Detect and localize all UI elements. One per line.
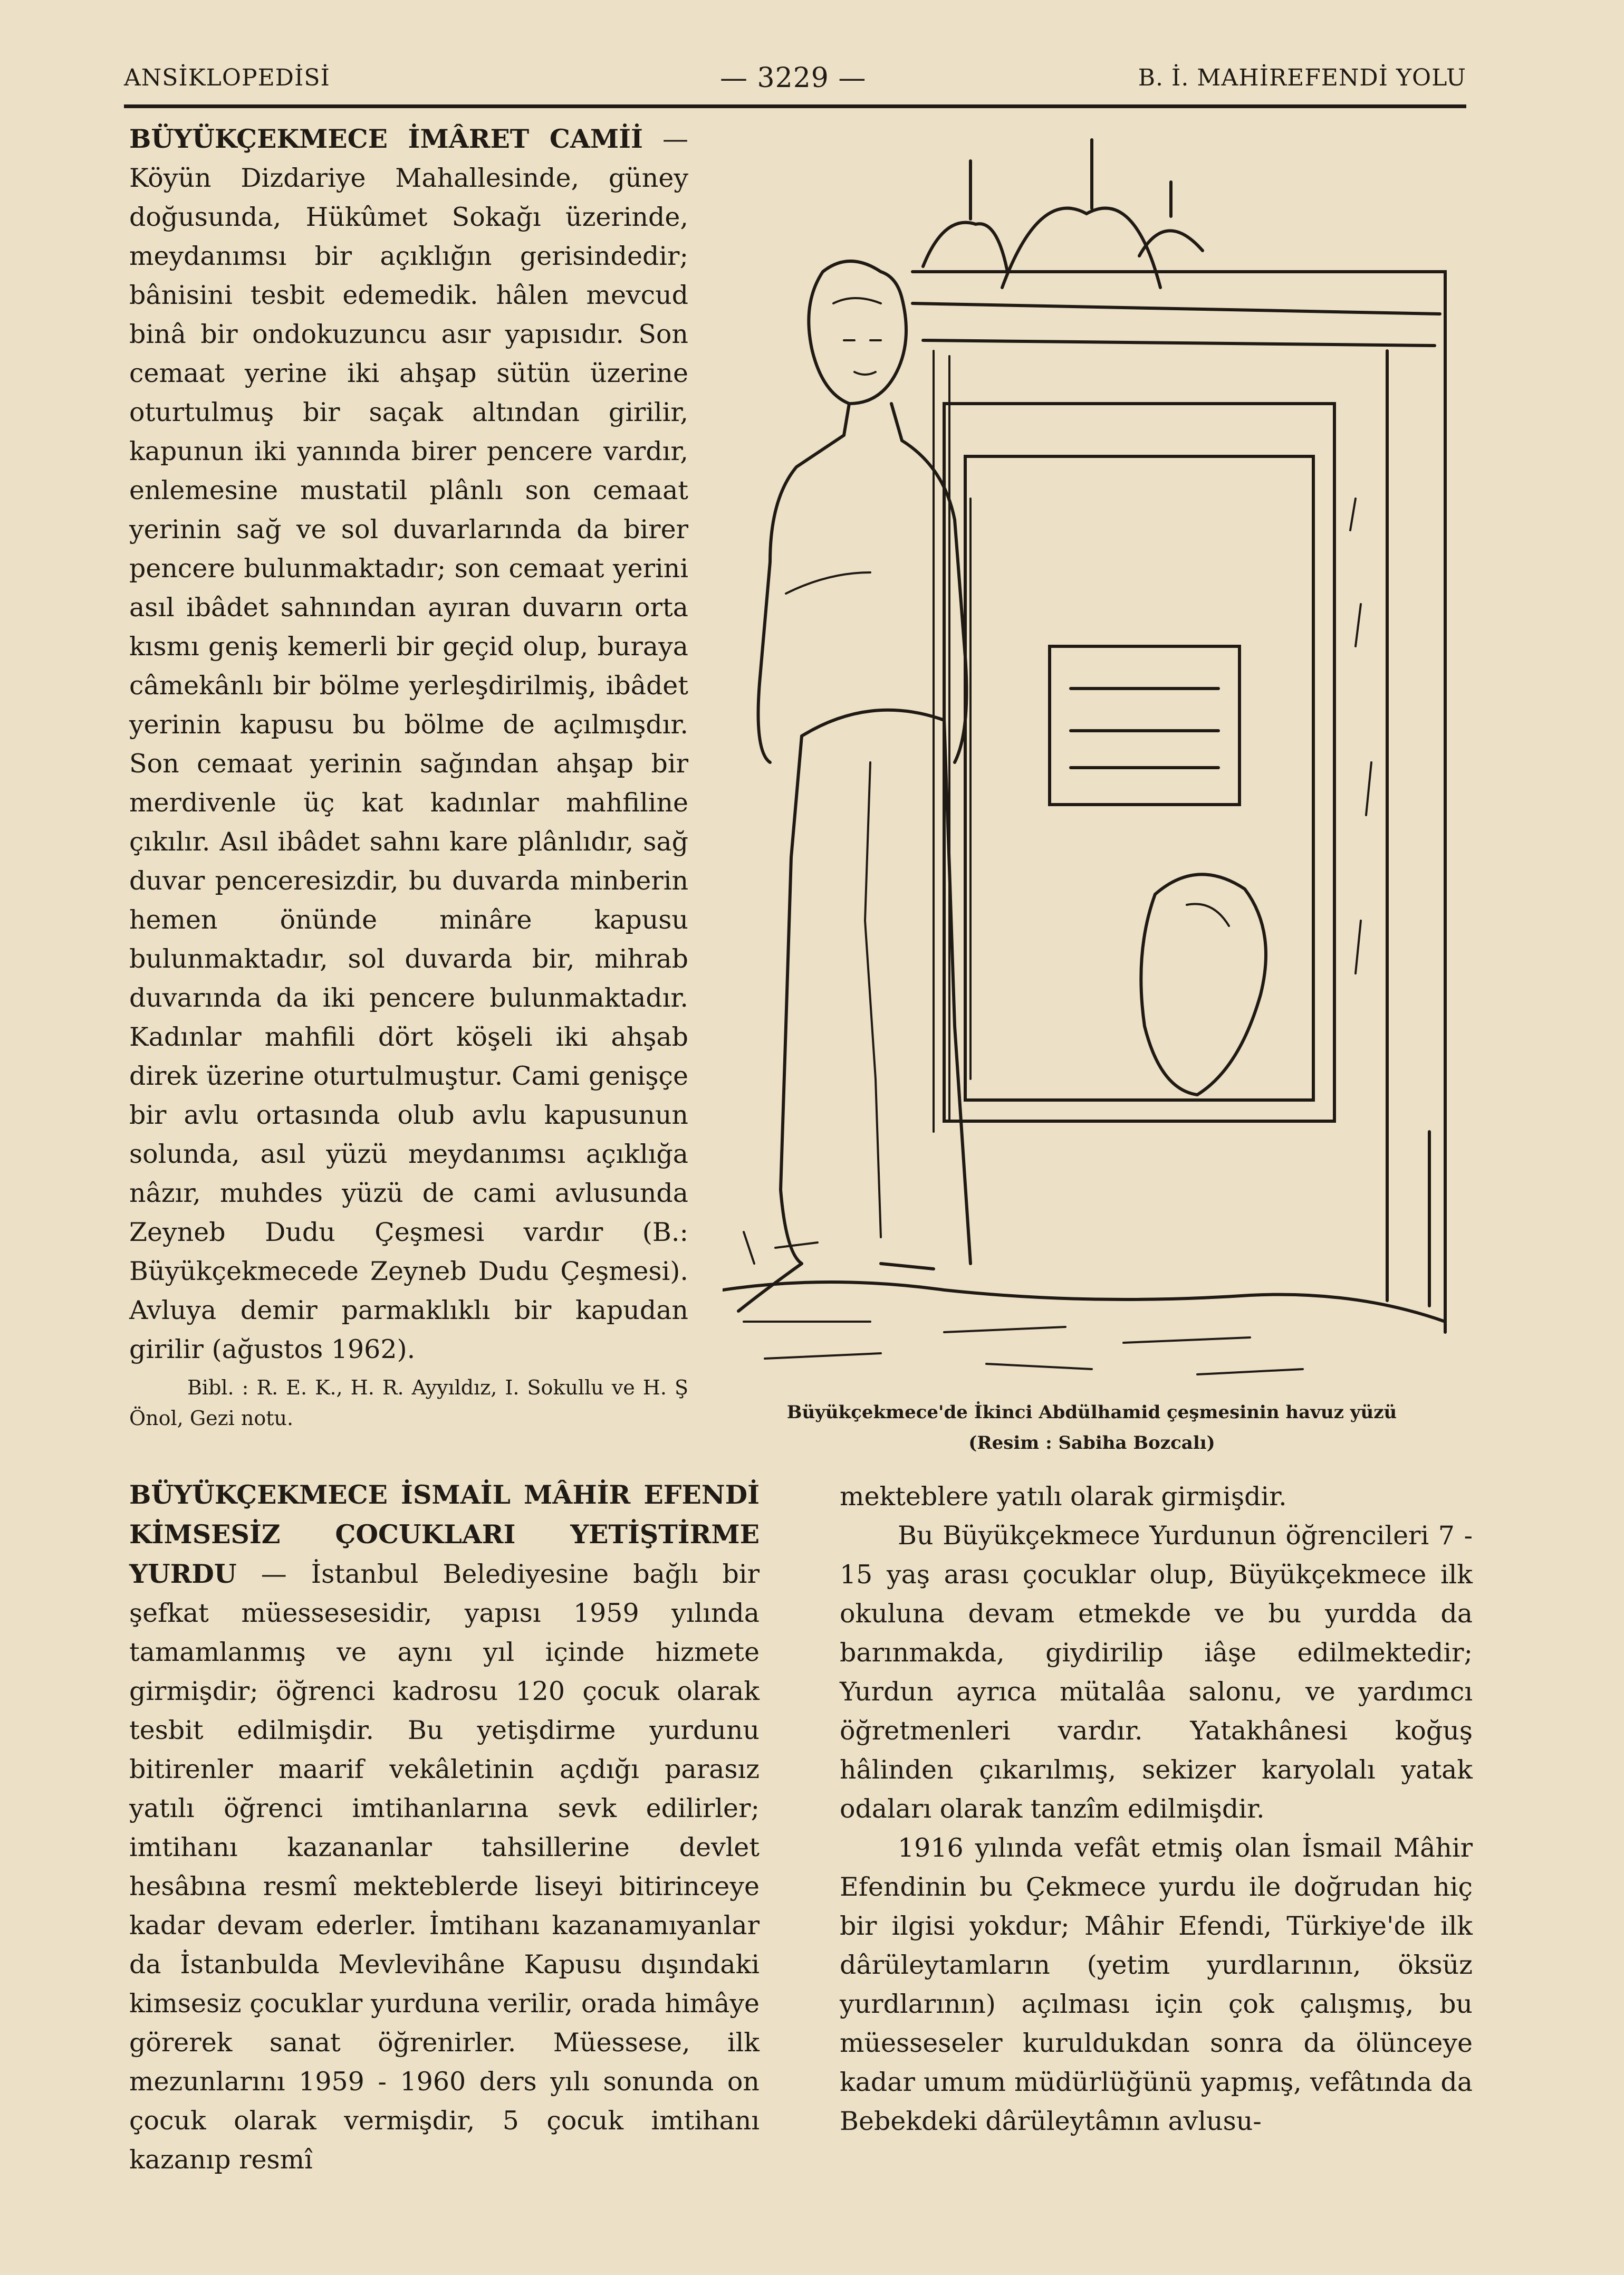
header-encyclopedia-title: ANSİKLOPEDİSİ (124, 64, 330, 91)
fountain-illustration (723, 129, 1450, 1390)
article-yetistirme-yurdu (129, 1475, 760, 2180)
caption-credit: (Resim : Sabiha Bozcalı) (968, 1432, 1215, 1454)
paragraph-mahir-efendi: 1916 yılında vefât etmiş olan İsmail Mâhir Efendinin bu Çekmece yurdu ile doğrudan hiç bir ilgisi yokdur; Mâhir Efendi, Türkiye'de ilk dârüleytamların (yetim yurdlarının, öksüz yurdlarının) açılması için çok çalışmış, bu müesseseler kuruldukdan sonra da ölünceye kadar umum müdürlüğünü yapmış, vefâtında da Bebekdeki dârüleytâmın avlusu- (840, 1833, 1473, 2136)
article-imaret-camii (129, 119, 688, 1433)
article-body: — İstanbul Belediyesine bağlı bir şefkat müessesesidir, yapısı 1959 yılında tamamlanmış ve aynı yıl içinde hizmete girmişdir; öğrenci kadrosu 120 çocuk olarak tesbit edilmişdir. Bu yetişdirme yurdunu bitirenler maarif vekâletinin açdığı parasız yatılı öğrenci imtihanlarına sevk edilirler; imtihanı kazananlar tahsillerine devlet hesâbına resmî mekteblerde liseyi bitirinceye kadar devam ederler. İmtihanı kazanamıyanlar da İstanbulda Mevlevihâne Kapusu dışındaki kimsesiz çocuklar yurduna verilir, orada himâye görerek sanat öğrenirler. Müessese, ilk mezunlarını 1959 - 1960 ders yılı sonunda on çocuk olarak vermişdir, 5 çocuk imtihanı kazanıp resmî (129, 1559, 760, 2175)
article-yetistirme-yurdu-continued (840, 1477, 1473, 2141)
continuation-line: mekteblere yatılı olarak girmişdir. (840, 1481, 1287, 1512)
sketch-drawing (723, 129, 1450, 1390)
article-heading: BÜYÜKÇEKMECE İMÂRET CAMİİ (129, 123, 643, 154)
paragraph-students: Bu Büyükçekmece Yurdunun öğrencileri 7 - 15 yaş arası çocuklar olup, Büyükçekmece ilk okuluna devam etmekde ve bu yurdda da barınmakda, giydirilip iâşe edilmektedir; Yurdun ayrıca mütalâa salonu, ve yardımcı öğretmenleri vardır. Yatakhânesi koğuş hâlinden çıkarılmış, sekizer karyolalı yatak odaları olarak tanzîm edilmişdir. (840, 1521, 1473, 1824)
bibliography: Bibl. : R. E. K., H. R. Ayyıldız, I. Sokullu ve H. Ş Önol, Gezi notu. (129, 1376, 688, 1430)
page-header (124, 62, 1466, 104)
figure-caption (723, 1397, 1461, 1458)
article-body: — Köyün Dizdariye Mahallesinde, güney doğusunda, Hükûmet Sokağı üzerinde, meydanımsı bir açıklığın gerisindedir; bânisini tesbit edemedik. hâlen mevcud binâ bir ondokuzuncu asır yapısıdır. Son cemaat yerine iki ahşap sütün üzerine oturtulmuş bir saçak altından girilir, kapunun iki yanında birer pencere vardır, enlemesine mustatil plânlı son cemaat yerinin sağ ve sol duvarlarında da birer pencere bulunmaktadır; son cemaat yerini asıl ibâdet sahnından ayıran duvarın orta kısmı geniş kemerli bir geçid olup, buraya câmekânlı bir bölme yerleşdirilmiş, ibâdet yerinin kapusu bu bölme de açılmışdır. Son cemaat yerinin sağından ahşap bir merdivenle üç kat kadınlar mahfiline çıkılır. Asıl ibâdet sahnı kare plânlıdır, sağ duvar penceresizdir, bu duvarda minberin hemen önünde minâre kapusu bulunmaktadır, sol duvarda bir, mihrab duvarında da iki pencere bulunmaktadır. Kadınlar mahfili dört köşeli iki ahşab direk üzerine oturtulmuştur. Cami genişçe bir avlu ortasında olub avlu kapusunun solunda, asıl yüzü meydanımsı açıklığa nâzır, muhdes yüzü de cami avlusunda Zeyneb Dudu Çeşmesi vardır (B.: Büyükçekmecede Zeyneb Dudu Çeşmesi). Avluya demir parmaklıklı bir kapudan girilir (ağustos 1962). (129, 124, 688, 1364)
article-heading: BÜYÜKÇEKMECE İSMAİL MÂHİR EFENDİ KİMSESİZ ÇOCUKLARI YETİŞTİRME YURDU (129, 1479, 760, 1589)
caption-title: Büyükçekmece'de İkinci Abdülhamid çeşmesinin havuz yüzü (786, 1402, 1397, 1423)
header-rule (124, 104, 1466, 108)
page-number: — 3229 — (720, 62, 867, 94)
header-entry-range: B. İ. MAHİREFENDİ YOLU (1138, 64, 1466, 91)
